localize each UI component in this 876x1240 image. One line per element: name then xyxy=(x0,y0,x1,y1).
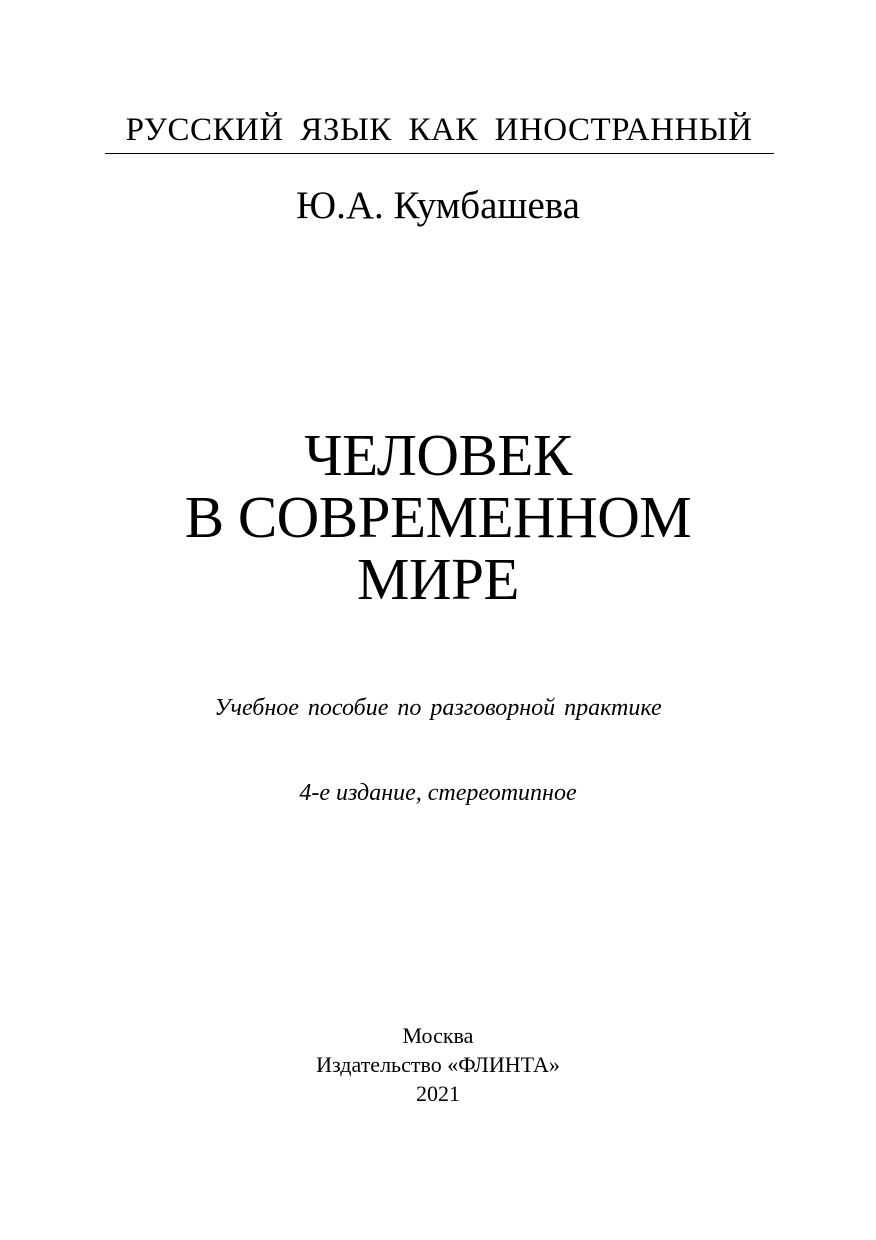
book-title-line: ЧЕЛОВЕК xyxy=(304,422,572,488)
book-title-line: В СОВРЕМЕННОМ xyxy=(184,484,692,550)
series-word: КАК xyxy=(408,112,478,148)
book-title-line: МИРЕ xyxy=(357,546,519,612)
series-divider xyxy=(105,153,774,154)
series-word: ИНОСТРАННЫЙ xyxy=(494,112,753,148)
series-heading xyxy=(105,110,773,150)
author-name: Ю.А. Кумбашева xyxy=(296,184,580,227)
edition-note: 4-е издание, стереотипное xyxy=(299,780,577,806)
book-title xyxy=(0,424,876,610)
imprint-publisher: Издательство «ФЛИНТА» xyxy=(316,1052,560,1077)
imprint-year: 2021 xyxy=(416,1081,460,1106)
book-subtitle: Учебное пособие по разговорной практике xyxy=(214,695,662,721)
imprint xyxy=(0,1021,876,1108)
imprint-city: Москва xyxy=(402,1023,474,1048)
series-word: РУССКИЙ xyxy=(125,112,284,148)
series-word: ЯЗЫК xyxy=(300,112,392,148)
